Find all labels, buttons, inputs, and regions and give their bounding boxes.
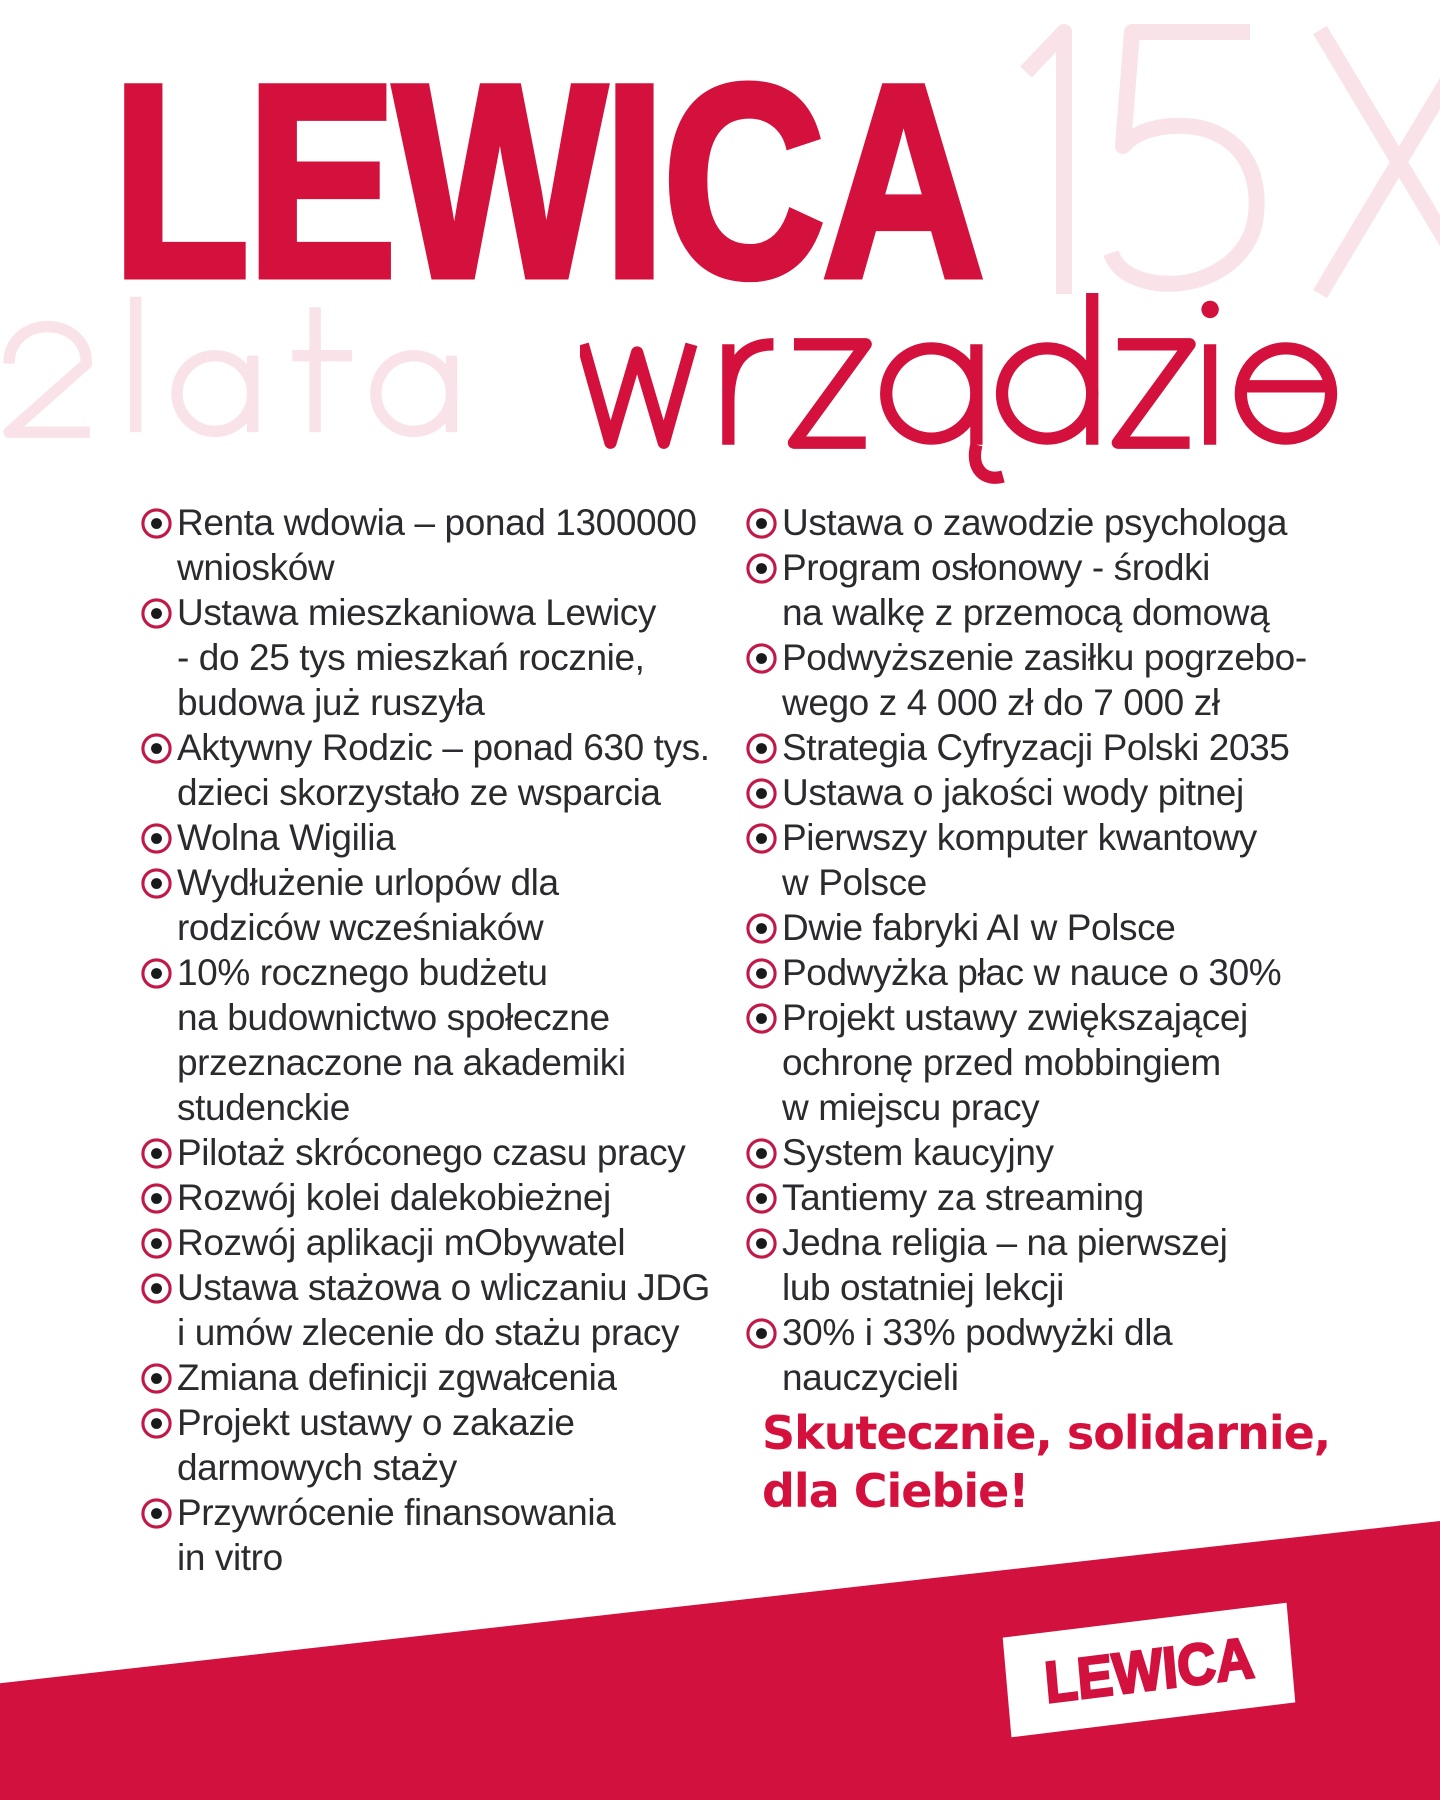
list-line: Ustawa o jakości wody pitnej bbox=[782, 772, 1244, 813]
list-item-text bbox=[782, 770, 1244, 815]
list-item-text bbox=[177, 725, 710, 815]
list-item bbox=[745, 635, 1307, 725]
list-line: w Polsce bbox=[782, 862, 927, 903]
target-bullet-icon bbox=[745, 1227, 778, 1260]
list-line: Podwyższenie zasiłku pogrzebo- bbox=[782, 637, 1307, 678]
target-bullet-icon bbox=[745, 1317, 778, 1350]
target-bullet-icon bbox=[745, 1137, 778, 1170]
list-item-text bbox=[177, 1175, 611, 1220]
list-item-text bbox=[177, 860, 559, 950]
list-line: Tantiemy za streaming bbox=[782, 1177, 1144, 1218]
achievements-column-left bbox=[140, 500, 710, 1580]
list-line: - do 25 tys mieszkań rocznie, bbox=[177, 637, 645, 678]
list-line: Przywrócenie finansowania bbox=[177, 1492, 616, 1533]
list-item bbox=[140, 590, 710, 725]
list-line: Ustawa stażowa o wliczaniu JDG bbox=[177, 1267, 710, 1308]
target-bullet-icon bbox=[140, 1182, 173, 1215]
target-bullet-icon bbox=[140, 1362, 173, 1395]
list-line: Wolna Wigilia bbox=[177, 817, 396, 858]
list-line: Projekt ustawy o zakazie bbox=[177, 1402, 575, 1443]
target-bullet-icon bbox=[140, 867, 173, 900]
list-item bbox=[745, 1220, 1307, 1310]
list-item bbox=[140, 950, 710, 1130]
list-item-text bbox=[177, 1400, 575, 1490]
list-item bbox=[140, 1400, 710, 1490]
list-line: Jedna religia – na pierwszej bbox=[782, 1222, 1228, 1263]
target-bullet-icon bbox=[140, 1407, 173, 1440]
list-item bbox=[745, 725, 1307, 770]
slogan-line-1: Skutecznie, solidarnie, bbox=[762, 1406, 1331, 1460]
list-line: nauczycieli bbox=[782, 1357, 959, 1398]
list-line: in vitro bbox=[177, 1537, 283, 1578]
list-item-text bbox=[782, 1175, 1144, 1220]
target-bullet-icon bbox=[140, 822, 173, 855]
list-item bbox=[745, 815, 1307, 905]
subtitle-text bbox=[0, 0, 1, 1]
list-line: wniosków bbox=[177, 547, 335, 588]
list-line: budowa już ruszyła bbox=[177, 682, 485, 723]
list-item bbox=[745, 1175, 1307, 1220]
list-line: System kaucyjny bbox=[782, 1132, 1054, 1173]
target-bullet-icon bbox=[140, 1137, 173, 1170]
list-line: 10% rocznego budżetu bbox=[177, 952, 548, 993]
lewica-logo-text: LEWICA bbox=[1041, 1624, 1257, 1716]
target-bullet-icon bbox=[745, 777, 778, 810]
list-item-text bbox=[782, 1220, 1227, 1310]
target-bullet-icon bbox=[140, 507, 173, 540]
list-item bbox=[745, 1310, 1307, 1400]
list-line: na budownictwo społeczne bbox=[177, 997, 610, 1038]
subtitle-art bbox=[580, 291, 1340, 496]
list-line: na walkę z przemocą domową bbox=[782, 592, 1270, 633]
list-item-text bbox=[177, 950, 626, 1130]
achievements-column-right bbox=[745, 500, 1307, 1400]
list-line: wego z 4 000 zł do 7 000 zł bbox=[782, 682, 1220, 723]
list-line: darmowych staży bbox=[177, 1447, 457, 1488]
list-item-text bbox=[782, 500, 1287, 545]
list-item-text bbox=[782, 950, 1281, 995]
list-item bbox=[745, 500, 1307, 545]
target-bullet-icon bbox=[140, 1272, 173, 1305]
target-bullet-icon bbox=[745, 642, 778, 675]
target-bullet-icon bbox=[140, 732, 173, 765]
list-line: Podwyżka płac w nauce o 30% bbox=[782, 952, 1282, 993]
list-line: studenckie bbox=[177, 1087, 350, 1128]
list-line: lub ostatniej lekcji bbox=[782, 1267, 1064, 1308]
page-title: LEWICA bbox=[112, 28, 982, 335]
list-line: i umów zlecenie do stażu pracy bbox=[177, 1312, 680, 1353]
target-bullet-icon bbox=[140, 1497, 173, 1530]
list-item-text bbox=[177, 1490, 615, 1580]
list-item-text bbox=[177, 590, 656, 725]
list-item bbox=[140, 1175, 710, 1220]
list-line: rodziców wcześniaków bbox=[177, 907, 544, 948]
slogan-line-2: dla Ciebie! bbox=[762, 1464, 1029, 1518]
list-line: przeznaczone na akademiki bbox=[177, 1042, 626, 1083]
target-bullet-icon bbox=[745, 732, 778, 765]
list-line: ochronę przed mobbingiem bbox=[782, 1042, 1221, 1083]
list-item bbox=[745, 1130, 1307, 1175]
list-item bbox=[745, 905, 1307, 950]
list-item bbox=[140, 1490, 710, 1580]
slogan bbox=[762, 1404, 1330, 1520]
target-bullet-icon bbox=[745, 912, 778, 945]
list-line: Rozwój kolei dalekobieżnej bbox=[177, 1177, 611, 1218]
list-line: Aktywny Rodzic – ponad 630 tys. bbox=[177, 727, 710, 768]
target-bullet-icon bbox=[745, 1002, 778, 1035]
target-bullet-icon bbox=[140, 1227, 173, 1260]
list-item bbox=[745, 770, 1307, 815]
list-line: dzieci skorzystało ze wsparcia bbox=[177, 772, 661, 813]
years-watermark-text bbox=[0, 0, 1, 1]
count-watermark-art bbox=[1020, 22, 1440, 302]
list-line: Wydłużenie urlopów dla bbox=[177, 862, 559, 903]
list-line: Pierwszy komputer kwantowy bbox=[782, 817, 1257, 858]
list-item bbox=[140, 500, 710, 590]
target-bullet-icon bbox=[140, 957, 173, 990]
list-item-text bbox=[782, 725, 1289, 770]
list-line: w miejscu pracy bbox=[782, 1087, 1040, 1128]
list-line: Rozwój aplikacji mObywatel bbox=[177, 1222, 626, 1263]
list-item bbox=[140, 1130, 710, 1175]
list-item-text bbox=[177, 815, 395, 860]
list-line: Strategia Cyfryzacji Polski 2035 bbox=[782, 727, 1290, 768]
list-item bbox=[140, 725, 710, 815]
target-bullet-icon bbox=[745, 552, 778, 585]
list-item bbox=[745, 995, 1307, 1130]
list-line: Dwie fabryki AI w Polsce bbox=[782, 907, 1176, 948]
list-line: Ustawa o zawodzie psychologa bbox=[782, 502, 1288, 543]
target-bullet-icon bbox=[745, 822, 778, 855]
list-item-text bbox=[782, 1310, 1172, 1400]
list-item-text bbox=[782, 545, 1269, 635]
target-bullet-icon bbox=[745, 957, 778, 990]
list-item-text bbox=[177, 500, 697, 590]
list-item-text bbox=[177, 1265, 710, 1355]
list-item-text bbox=[177, 1355, 617, 1400]
list-item-text bbox=[782, 905, 1175, 950]
list-item-text bbox=[177, 1220, 625, 1265]
target-bullet-icon bbox=[140, 597, 173, 630]
list-item bbox=[140, 860, 710, 950]
years-watermark-art bbox=[2, 293, 477, 443]
list-item bbox=[140, 1265, 710, 1355]
list-item bbox=[140, 815, 710, 860]
list-line: Projekt ustawy zwiększającej bbox=[782, 997, 1248, 1038]
list-item bbox=[140, 1220, 710, 1265]
list-item-text bbox=[782, 995, 1248, 1130]
list-item bbox=[745, 950, 1307, 995]
list-item bbox=[140, 1355, 710, 1400]
list-item-text bbox=[782, 635, 1307, 725]
list-line: 30% i 33% podwyżki dla bbox=[782, 1312, 1173, 1353]
count-watermark-text bbox=[0, 0, 1, 1]
list-item bbox=[745, 545, 1307, 635]
list-line: Ustawa mieszkaniowa Lewicy bbox=[177, 592, 657, 633]
list-line: Renta wdowia – ponad 1300000 bbox=[177, 502, 697, 543]
list-line: Zmiana definicji zgwałcenia bbox=[177, 1357, 617, 1398]
list-item-text bbox=[782, 815, 1257, 905]
target-bullet-icon bbox=[745, 1182, 778, 1215]
list-line: Program osłonowy - środki bbox=[782, 547, 1210, 588]
target-bullet-icon bbox=[745, 507, 778, 540]
list-line: Pilotaż skróconego czasu pracy bbox=[177, 1132, 686, 1173]
list-item-text bbox=[177, 1130, 685, 1175]
list-item-text bbox=[782, 1130, 1054, 1175]
